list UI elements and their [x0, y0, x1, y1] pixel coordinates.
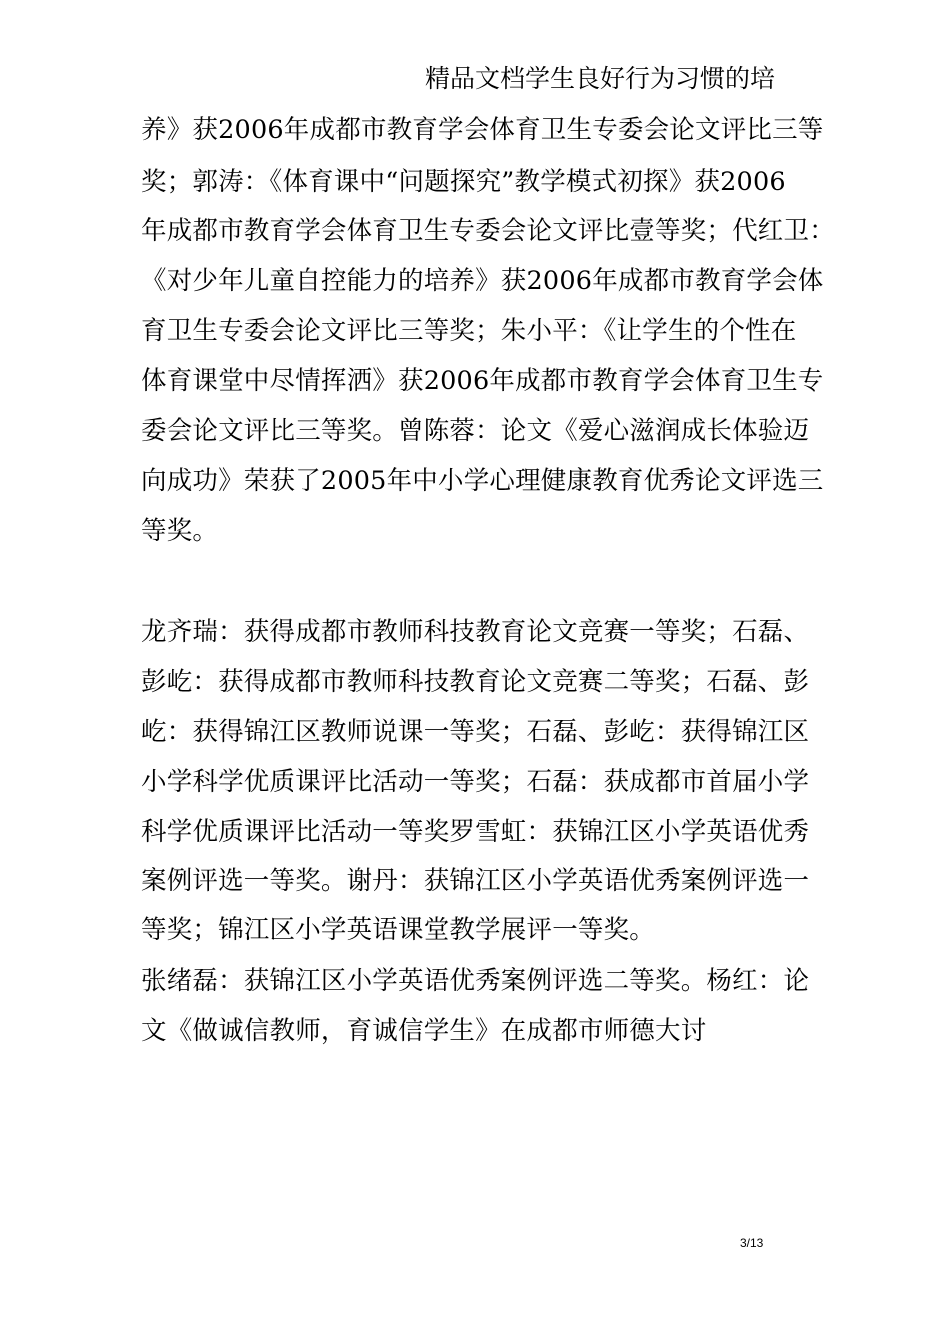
text-line: 彭屹：获得成都市教师科技教育论文竞赛二等奖；石磊、彭 [141, 667, 810, 697]
page-number: 3/13 [740, 1236, 764, 1250]
text-line: 向成功》荣获了2005年中小学心理健康教育优秀论文评选三 [141, 466, 824, 496]
text-line: 年成都市教育学会体育卫生专委会论文评比壹等奖；代红卫： [141, 216, 835, 246]
text-line: 体育课堂中尽情挥洒》获2006年成都市教育学会体育卫生专 [141, 366, 824, 396]
text-line: 养》获2006年成都市教育学会体育卫生专委会论文评比三等 [141, 115, 824, 145]
text-line: 屹：获得锦江区教师说课一等奖；石磊、彭屹：获得锦江区 [141, 717, 810, 747]
text-line: 《对少年儿童自控能力的培养》获2006年成都市教育学会体 [141, 266, 824, 296]
text-line: 龙齐瑞：获得成都市教师科技教育论文竞赛一等奖；石磊、 [141, 617, 810, 647]
text-line: 委会论文评比三等奖。曾陈蓉：论文《爱心滋润成长体验迈 [141, 416, 810, 446]
text-line: 案例评选一等奖。谢丹：获锦江区小学英语优秀案例评选一 [141, 866, 810, 896]
document-header: 精品文档学生良好行为习惯的培 [425, 64, 776, 93]
text-line: 文《做诚信教师，育诚信学生》在成都市师德大讨 [141, 1016, 707, 1046]
text-line: 科学优质课评比活动一等奖罗雪虹：获锦江区小学英语优秀 [141, 817, 810, 847]
text-line: 小学科学优质课评比活动一等奖；石磊：获成都市首届小学 [141, 767, 810, 797]
text-line: 育卫生专委会论文评比三等奖；朱小平：《让学生的个性在 [141, 316, 797, 346]
text-line: 张绪磊：获锦江区小学英语优秀案例评选二等奖。杨红：论 [141, 966, 810, 996]
text-line: 等奖；锦江区小学英语课堂教学展评一等奖。 [141, 915, 656, 945]
text-line: 等奖。 [141, 516, 219, 546]
text-line: 奖；郭涛：《体育课中“问题探究”教学模式初探》获2006 [141, 167, 786, 197]
